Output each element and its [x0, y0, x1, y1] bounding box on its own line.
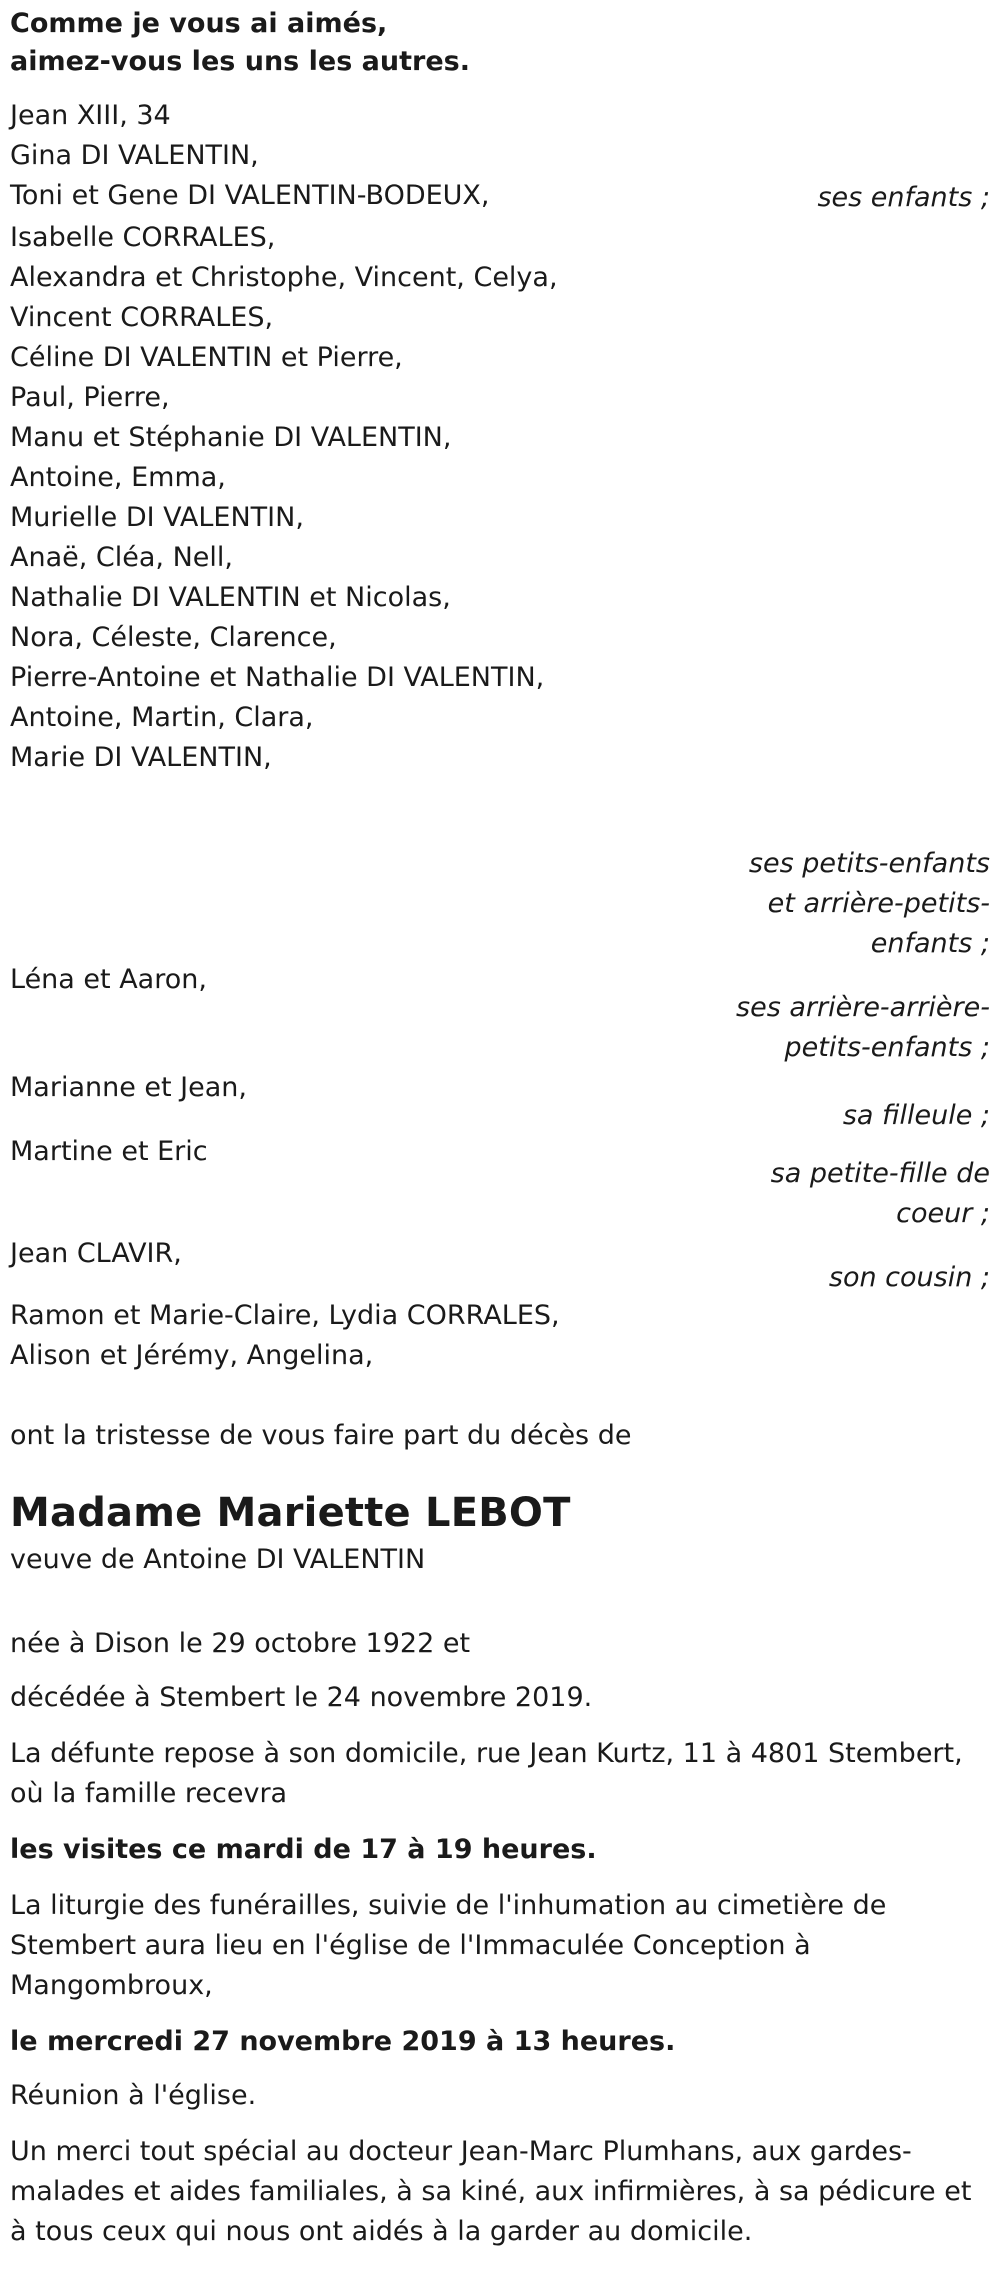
reunion-info: Réunion à l'église. — [10, 2080, 257, 2111]
relation-goddaughter — [10, 1096, 990, 1136]
family-name-line: Vincent CORRALES, — [10, 302, 274, 333]
family-name-line: Alison et Jérémy, Angelina, — [10, 1340, 374, 1371]
family-name-line: Antoine, Emma, — [10, 462, 226, 493]
relation-line: coeur ; — [896, 1198, 990, 1229]
funeral-date: le mercredi 27 novembre 2019 à 13 heures. — [10, 2026, 676, 2057]
family-group-others — [10, 1296, 560, 1376]
family-name-line: Antoine, Martin, Clara, — [10, 702, 314, 733]
family-name-line: Anaë, Cléa, Nell, — [10, 542, 233, 573]
quote-line-2: aimez-vous les uns les autres. — [10, 46, 470, 77]
family-group-grandchildren — [10, 218, 558, 778]
announcement: ont la tristesse de vous faire part du décès de — [10, 1420, 632, 1451]
family-name-line: Céline DI VALENTIN et Pierre, — [10, 342, 403, 373]
relation-line: sa filleule ; — [842, 1100, 990, 1131]
relation-line: enfants ; — [870, 928, 990, 959]
family-name-line: Martine et Eric — [10, 1136, 208, 1167]
repose-info: La défunte repose à son domicile, rue Jean Kurtz, 11 à 4801 Stembert, où la famille recevra — [10, 1738, 963, 1809]
relation-line: son cousin ; — [828, 1262, 990, 1293]
liturgy-info: La liturgie des funérailles, suivie de l'inhumation au cimetière de Stembert aura lieu en l'église de l'Immaculée Conception à Mangombroux, — [10, 1890, 887, 2001]
family-name-line: Paul, Pierre, — [10, 382, 170, 413]
family-name-line: Léna et Aaron, — [10, 964, 207, 995]
relation-line: sa petite-fille de — [770, 1158, 990, 1189]
relation-cousin — [10, 1258, 990, 1298]
family-name-line: Manu et Stéphanie DI VALENTIN, — [10, 422, 452, 453]
relation-heart-granddaughter — [10, 1154, 990, 1234]
family-name-line: Ramon et Marie-Claire, Lydia CORRALES, — [10, 1300, 560, 1331]
quote-line-1: Comme je vous ai aimés, — [10, 8, 388, 39]
birth-info: née à Dison le 29 octobre 1922 et — [10, 1628, 471, 1659]
family-name-line: Gina DI VALENTIN, — [10, 140, 259, 171]
deceased-name: Madame Mariette LEBOT — [10, 1490, 571, 1536]
family-name-line: Marianne et Jean, — [10, 1072, 248, 1103]
family-name-line: Jean CLAVIR, — [10, 1238, 182, 1269]
family-name-line: Isabelle CORRALES, — [10, 222, 276, 253]
relation-children — [10, 178, 990, 218]
family-name-line: Toni et Gene DI VALENTIN-BODEUX, — [10, 180, 490, 211]
thanks-message: Un merci tout spécial au docteur Jean-Marc Plumhans, aux gardes-malades et aides familiales, à sa kiné, aux infirmières, à sa pédicure et à tous ceux qui nous ont aidés à la garder au domicile. — [10, 2136, 972, 2247]
family-name-line: Alexandra et Christophe, Vincent, Celya, — [10, 262, 558, 293]
family-name-line: Nathalie DI VALENTIN et Nicolas, — [10, 582, 451, 613]
visits-info: les visites ce mardi de 17 à 19 heures. — [10, 1834, 597, 1865]
deceased-widow-of: veuve de Antoine DI VALENTIN — [10, 1544, 426, 1575]
family-name-line: Nora, Céleste, Clarence, — [10, 622, 337, 653]
relation-line: et arrière-petits- — [767, 888, 990, 919]
relation-line: petits-enfants ; — [784, 1032, 990, 1063]
quote-reference: Jean XIII, 34 — [10, 100, 171, 131]
relation-great-great-grandchildren — [10, 988, 990, 1068]
death-info: décédée à Stembert le 24 novembre 2019. — [10, 1682, 593, 1713]
family-name-line: Pierre-Antoine et Nathalie DI VALENTIN, — [10, 662, 545, 693]
relation-line: ses arrière-arrière- — [736, 992, 990, 1023]
family-name-line: Marie DI VALENTIN, — [10, 742, 272, 773]
relation-line: ses petits-enfants — [748, 848, 990, 879]
relation-line: ses enfants ; — [817, 182, 990, 213]
relation-grandchildren — [10, 844, 990, 964]
family-name-line: Murielle DI VALENTIN, — [10, 502, 304, 533]
